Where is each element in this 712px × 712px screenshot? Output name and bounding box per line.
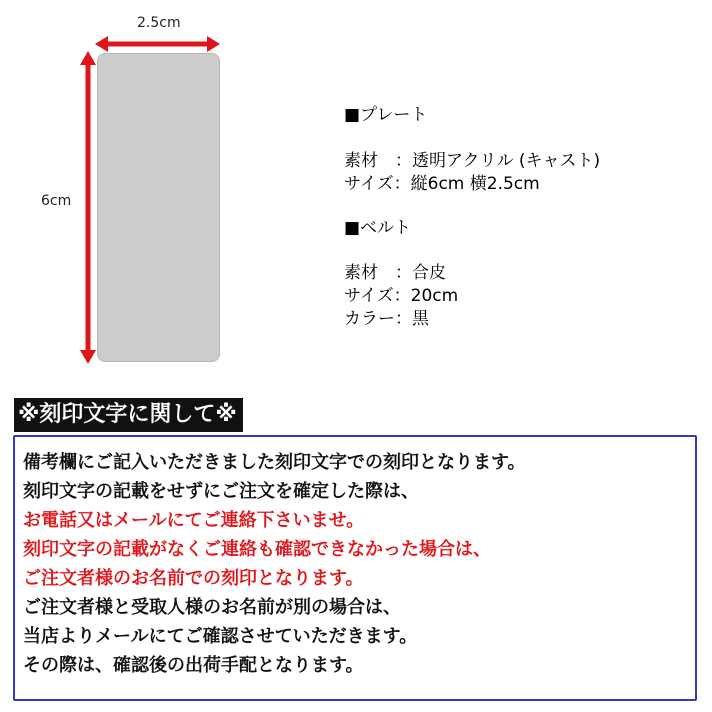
belt-material: 素材 ：合皮: [344, 263, 446, 283]
notice-line: お電話又はメールにてご連絡下さいませ。: [23, 510, 365, 531]
belt-heading: ■ベルト: [344, 218, 412, 238]
notice-line: 刻印文字の記載がなくご連絡も確認できなかった場合は、: [23, 539, 491, 560]
belt-color: カラー：黒: [344, 309, 429, 329]
plate-size: サイズ：縦6cm 横2.5cm: [344, 174, 540, 194]
notice-title: ※刻印文字に関して※: [14, 398, 243, 432]
width-arrow-left-head: [95, 36, 108, 52]
width-arrow-right-head: [207, 36, 220, 52]
notice-line: 当店よりメールにてご確認させていただきます。: [23, 626, 418, 647]
plate-material: 素材 ：透明アクリル (キャスト): [344, 151, 601, 171]
notice-line: 備考欄にご記入いただきました刻印文字での刻印となります。: [23, 452, 526, 473]
height-label: 6cm: [41, 193, 72, 209]
height-arrow-top-head: [80, 51, 96, 65]
notice-line: 刻印文字の記載をせずにご注文を確定した際は、: [23, 481, 419, 502]
notice-box: [13, 435, 697, 701]
plate-heading: ■プレート: [344, 105, 428, 125]
width-label: 2.5cm: [137, 15, 181, 31]
notice-line: その際は、確認後の出荷手配となります。: [23, 655, 364, 676]
notice-line: ご注文者様と受取人様のお名前が別の場合は、: [23, 597, 401, 618]
belt-size: サイズ：20cm: [344, 286, 459, 306]
height-arrow-bottom-head: [80, 350, 96, 364]
notice-line: ご注文者様のお名前での刻印となります。: [23, 568, 364, 589]
